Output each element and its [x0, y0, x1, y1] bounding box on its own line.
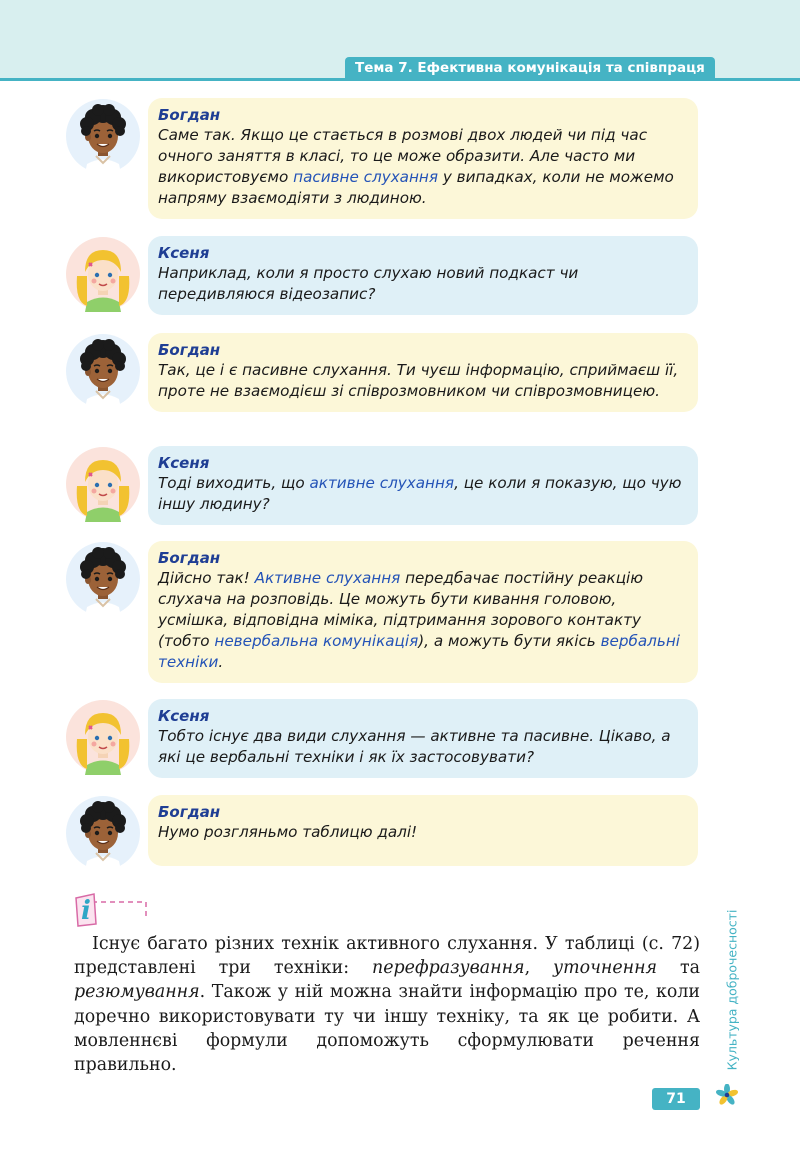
speech-bubble	[148, 333, 698, 412]
speech-bubble	[148, 446, 698, 525]
speaker-name: Богдан	[158, 803, 221, 821]
speech-bubble	[148, 699, 698, 778]
speech-text	[158, 568, 686, 673]
speech-text	[158, 263, 686, 305]
text-run: . Також у ній можна знайти інформацію про те, коли доречно використовувати ту чи іншу техніку, та як це робити. А мовленнєві формули допоможуть сформулювати речення правильно.	[74, 982, 700, 1076]
info-paragraph	[74, 932, 700, 1077]
italic-term: уточнення	[553, 958, 658, 979]
speech-text	[158, 125, 686, 209]
bogdan-avatar-icon	[65, 333, 141, 409]
flower-icon	[716, 1084, 738, 1106]
speech-text	[158, 473, 686, 515]
speaker-name: Ксеня	[158, 707, 210, 725]
text-run: Тоді виходить, що	[158, 474, 310, 492]
highlighted-term: Активне слухання	[254, 569, 401, 587]
text-run: Так, це і є пасивне слухання. Ти чуєш інформацію, сприймаєш її, проте не взаємодієш зі співрозмовником чи співрозмовницею.	[158, 361, 679, 400]
text-run: Нумо розгляньмо таблицю далі!	[158, 823, 418, 841]
text-run: ), а можуть бути якісь	[418, 632, 601, 650]
text-run: Дійсно так!	[158, 569, 255, 587]
section-side-title-text: Культура доброчесності	[724, 909, 740, 1071]
text-run: у випадках, коли не можемо напряму взаємодіяти з людиною.	[158, 168, 674, 207]
text-run: .	[218, 653, 224, 671]
speech-text	[158, 822, 686, 843]
text-run: Саме так. Якщо це стається в розмові двох людей чи під час очного заняття в класі, то це може образити. Але часто ми використовуємо	[158, 126, 648, 186]
text-run: ,	[524, 958, 554, 979]
speaker-name: Богдан	[158, 341, 221, 359]
speech-bubble	[148, 236, 698, 315]
speech-text	[158, 726, 686, 768]
bogdan-avatar-icon	[65, 795, 141, 871]
highlighted-term: активне слухання	[309, 474, 455, 492]
bogdan-avatar-icon	[65, 541, 141, 617]
text-run: Наприклад, коли я просто слухаю новий подкаст чи передивляюся відеозапис?	[158, 264, 579, 303]
text-run: , це коли я показую, що чую іншу людину?	[158, 474, 682, 513]
italic-term: резюмування	[74, 982, 200, 1003]
text-run: Тобто існує два види слухання — активне та пасивне. Цікаво, а які це вербальні техніки і як їх застосовувати?	[158, 727, 671, 766]
ksenia-avatar-icon	[65, 446, 141, 522]
info-icon-letter: i	[81, 896, 91, 926]
highlighted-term: невербальна комунікація	[214, 632, 419, 650]
speaker-name: Ксеня	[158, 454, 210, 472]
page-number: 71	[652, 1088, 700, 1110]
speaker-name: Ксеня	[158, 244, 210, 262]
speaker-name: Богдан	[158, 106, 221, 124]
bogdan-avatar-icon	[65, 98, 141, 174]
highlighted-term: пасивне слухання	[293, 168, 438, 186]
ksenia-avatar-icon	[65, 699, 141, 775]
section-side-title	[724, 905, 740, 1075]
speaker-name: Богдан	[158, 549, 221, 567]
topic-title: Тема 7. Ефективна комунікація та співпраця	[345, 57, 715, 80]
highlighted-term: вербальні техніки	[158, 632, 680, 671]
speech-bubble	[148, 98, 698, 219]
info-icon	[72, 888, 154, 928]
text-run: передбачає постійну реакцію слухача на розповідь. Це можуть бути кивання головою, усмішка, відповідна міміка, підтримання зорового контакту (тобто	[158, 569, 644, 650]
text-run: та	[657, 958, 700, 979]
speech-bubble	[148, 795, 698, 866]
speech-bubble	[148, 541, 698, 683]
italic-term: перефразування	[372, 958, 525, 979]
speech-text	[158, 360, 686, 402]
ksenia-avatar-icon	[65, 236, 141, 312]
text-run: Існує багато різних технік активного слухання. У таблиці (с. 72) представлені три техніки:	[74, 934, 700, 979]
